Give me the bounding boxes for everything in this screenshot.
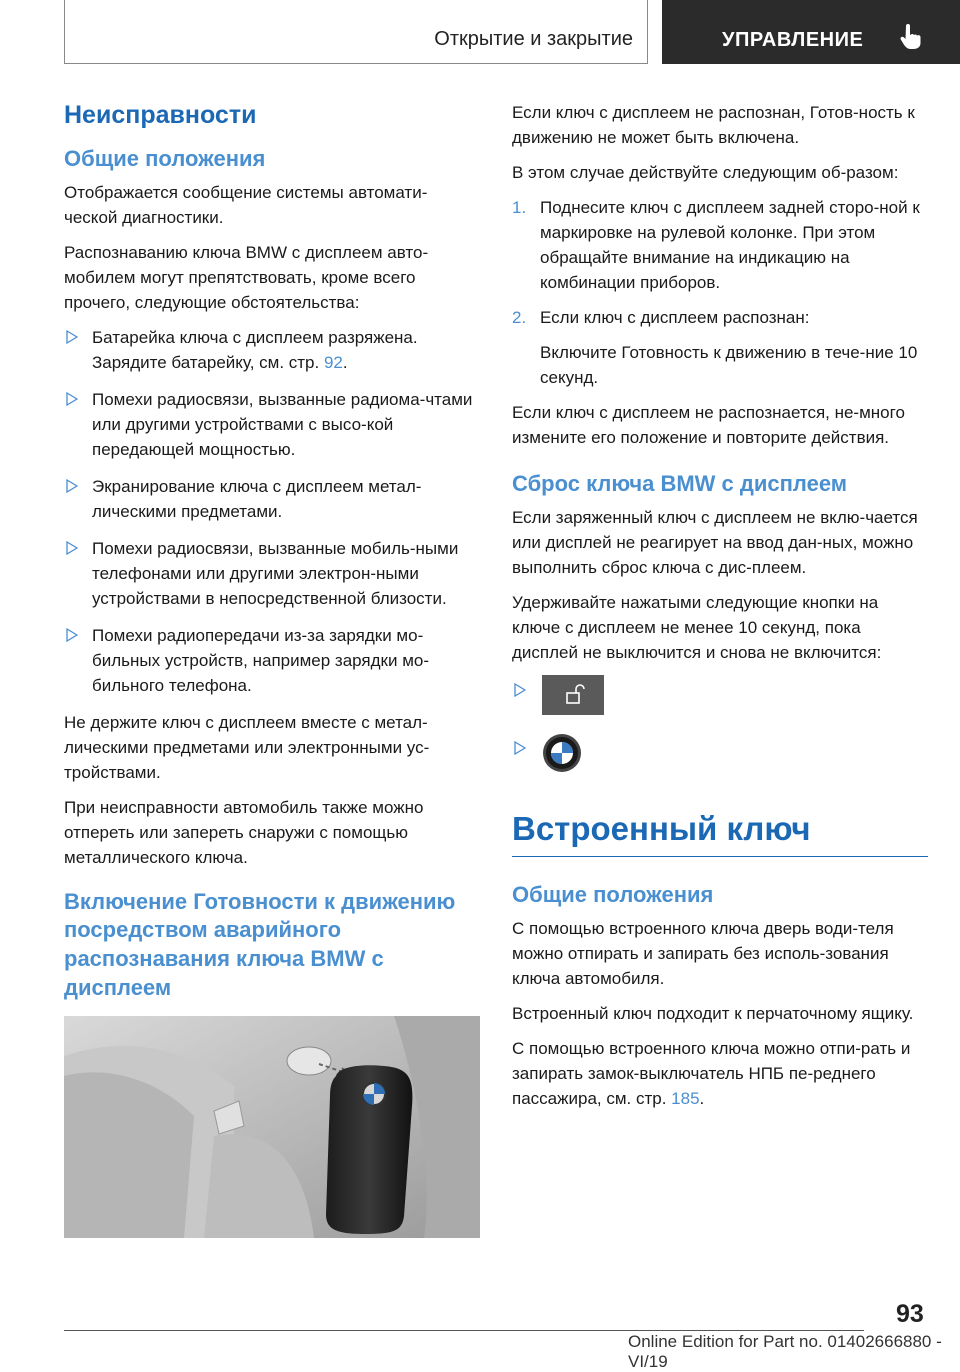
step-text: Поднесите ключ с дисплеем задней сторо-ной к маркировке на рулевой колонке. При этом обращайте внимание на индикацию на комбинации приборов.	[540, 198, 920, 292]
step-item	[512, 305, 928, 390]
triangle-right-icon	[66, 330, 78, 344]
step-item	[512, 195, 928, 295]
subheading-emergency-start: Включение Готовности к движению посредством аварийного распознавания ключа BMW с дисплеем	[64, 888, 456, 1000]
chapter-tab	[64, 0, 648, 64]
paragraph: С помощью встроенного ключа дверь води-теля можно отпирать и запирать без исполь-зования ключа автомобиля.	[512, 918, 894, 988]
page-header	[0, 0, 960, 66]
list-item-text: Помехи радиосвязи, вызванные радиома-чтами или другими устройствами с высо-кой передающей мощностью.	[92, 389, 473, 459]
list-item: Батарейка ключа с дисплеем разряжена. Зарядите батарейку, см. стр. 92.	[64, 325, 480, 375]
subheading-general: Общие положения	[64, 146, 266, 172]
paragraph: Если ключ с дисплеем не распознан, Готов-ность к движению не может быть включена.	[512, 103, 915, 147]
step-text: Если ключ с дисплеем распознан:	[540, 308, 810, 327]
step-text-continued: Включите Готовность к движению в тече-ние 10 секунд.	[540, 343, 918, 387]
chapter-title: Открытие и закрытие	[434, 28, 633, 50]
step-number: 2.	[512, 308, 527, 327]
section-heading-integrated-key: Встроенный ключ	[512, 809, 928, 858]
list-item	[64, 536, 480, 611]
subheading-key-reset: Сброс ключа BMW с дисплеем	[512, 471, 848, 496]
paragraph: Если заряженный ключ с дисплеем не вклю-чается или дисплей не реагирует на ввод дан-ных, можно выполнить сброс ключа с дис-плеем.	[512, 507, 918, 577]
page-link[interactable]: 92	[323, 352, 343, 372]
list-item-text: Батарейка ключа с дисплеем разряжена. Зарядите батарейку, см. стр.	[92, 327, 418, 372]
triangle-right-icon	[66, 479, 78, 493]
list-item-text: Экранирование ключа с дисплеем метал-лическими предметами.	[92, 476, 422, 521]
step-number: 1.	[512, 198, 527, 217]
page-link[interactable]: 185	[671, 1088, 700, 1108]
bullet-list	[64, 325, 480, 698]
list-item-text: Помехи радиосвязи, вызванные мобиль-ными телефонами или другими электрон-ными устройствами в непосредственной близости.	[92, 538, 459, 608]
list-item	[64, 623, 480, 698]
paragraph: Удерживайте нажатыми следующие кнопки на ключе с дисплеем не менее 10 секунд, пока дисплей не выключится и снова не включится:	[512, 592, 882, 662]
paragraph: При неисправности автомобиль также можно отпереть или запереть снаружи с помощью металлического ключа.	[64, 797, 424, 867]
triangle-right-icon	[514, 683, 526, 697]
paragraph: Распознаванию ключа BMW с дисплеем авто-мобилем могут препятствовать, кроме всего прочего, следующие обстоятельства:	[64, 242, 429, 312]
paragraph: Если ключ с дисплеем не распознается, не-много измените его положение и повторите действия.	[512, 403, 905, 447]
footer-edition: Online Edition for Part no. 01402666880 - VI/19	[628, 1332, 942, 1371]
paragraph: В этом случае действуйте следующим об-разом:	[512, 163, 899, 182]
triangle-right-icon	[66, 628, 78, 642]
list-item	[64, 387, 480, 462]
list-item-text: Помехи радиопередачи из-за зарядки мо-бильных устройств, например зарядки мо-бильного телефона.	[92, 625, 430, 695]
hand-pointer-icon	[898, 24, 922, 50]
paragraph: С помощью встроенного ключа можно отпи-рать и запирать замок-выключатель НПБ пе-реднего пассажира, см. стр. 185.	[512, 1038, 911, 1108]
section-tab	[662, 0, 960, 64]
right-column	[512, 100, 928, 1121]
paragraph: Встроенный ключ подходит к перчаточному ящику.	[512, 1003, 914, 1023]
bmw-logo-icon	[542, 733, 582, 773]
paragraph: Не держите ключ с дисплеем вместе с метал-лическими предметами или электронными ус-тройствами.	[64, 712, 430, 782]
list-item	[64, 474, 480, 524]
footer-divider	[64, 1330, 864, 1331]
triangle-right-icon	[66, 392, 78, 406]
paragraph-text: С помощью встроенного ключа можно отпи-рать и запирать замок-выключатель НПБ пе-реднего пассажира, см. стр.	[512, 1038, 911, 1108]
key-button-item	[512, 675, 928, 721]
left-column	[64, 100, 480, 1238]
key-placement-photo	[64, 1016, 480, 1238]
section-title: УПРАВЛЕНИЕ	[722, 29, 864, 51]
page-number: 93	[896, 1300, 924, 1328]
triangle-right-icon	[66, 541, 78, 555]
key-button-item	[512, 733, 928, 779]
car-interior-illustration	[64, 1016, 480, 1238]
unlock-icon	[542, 675, 604, 715]
triangle-right-icon	[514, 741, 526, 755]
section-heading-faults: Неисправности	[64, 101, 257, 129]
subheading-general-2: Общие положения	[512, 882, 714, 908]
paragraph: Отображается сообщение системы автомати-ческой диагностики.	[64, 182, 428, 227]
numbered-steps	[512, 195, 928, 390]
